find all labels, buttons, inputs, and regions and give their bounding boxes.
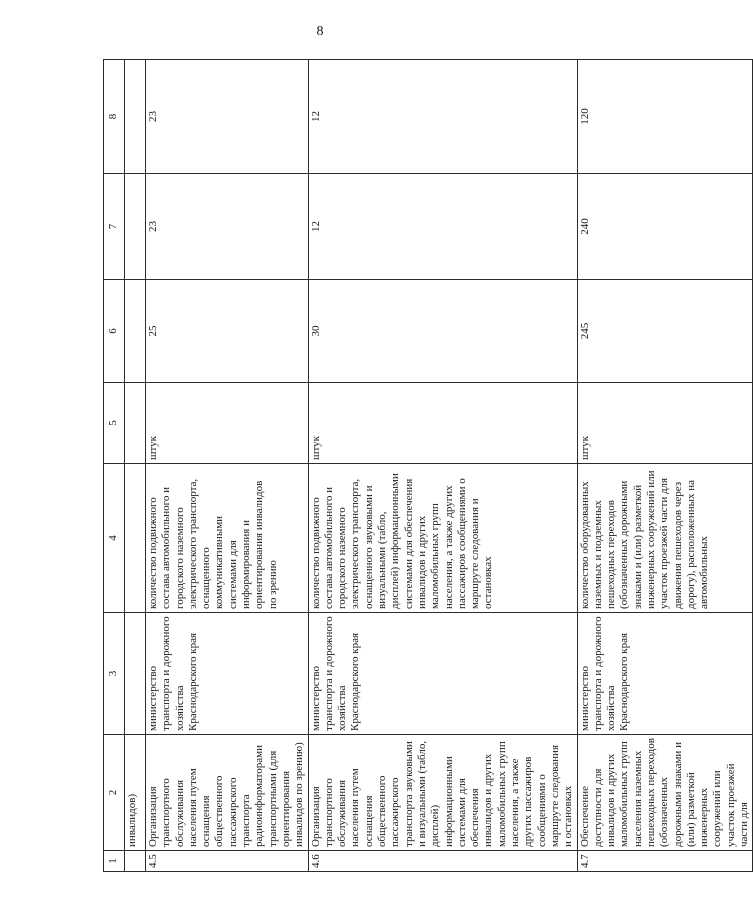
column-header: 7 — [104, 174, 125, 280]
column-header: 2 — [104, 735, 125, 851]
table-row — [577, 60, 753, 872]
rotated-table-wrapper — [103, 60, 751, 872]
page-number: 8 — [316, 24, 324, 39]
continuation-row — [125, 60, 146, 872]
column-header: 5 — [104, 383, 125, 464]
indicator-cell: количество подвижного состава автомобильного и городского наземного электрического транспорта, оснащенного звуковыми и визуальными (табло, дисплей) информационными системами для обеспечения инвалидов и других маломобильных групп населения, а также других пассажиров сообщениями о маршруте следования и остановках — [308, 464, 577, 613]
value-cell: 120 — [577, 60, 753, 174]
row-number: 4.5 — [146, 851, 309, 872]
value-cell: 245 — [577, 280, 753, 383]
value-cell: 23 — [146, 60, 309, 174]
indicator-cell: количество оборудованных наземных и подземных пешеходных переходов (обозначенных дорожными знаками и (или) разметкой инженерных сооружений или участок проезжей части для движения пешеходов через дорогу), расположенных на автомобильных — [577, 464, 753, 613]
executor-cell: министерство транспорта и дорожного хозяйства Краснодарского края — [577, 613, 753, 735]
measures-table — [103, 59, 753, 872]
column-header: 8 — [104, 60, 125, 174]
unit-cell: штук — [308, 383, 577, 464]
value-cell: 12 — [308, 174, 577, 280]
value-cell: 30 — [308, 280, 577, 383]
table-row — [308, 60, 577, 872]
header-row — [104, 60, 125, 872]
indicator-cell: количество подвижного состава автомобильного и городского наземного электрического транспорта, оснащенного коммуникативными системами для информирования и ориентирования инвалидов по зрению — [146, 464, 309, 613]
value-cell: 12 — [308, 60, 577, 174]
column-header: 1 — [104, 851, 125, 872]
activity-cell: Организация транспортного обслуживания населения путем оснащения общественного пассажирского транспорта радиоинформаторами транспортными (для ориентирования инвалидов по зрению) — [146, 735, 309, 851]
row-number: 4.6 — [308, 851, 577, 872]
column-header: 6 — [104, 280, 125, 383]
continuation-text: инвалидов) — [125, 735, 146, 851]
activity-cell: Организация транспортного обслуживания населения путем оснащения общественного пассажирского транспорта звуковыми и визуальными (табло, дисплей) информационными системами для обеспечения инвалидов и других маломобильных групп населения, а также других пассажиров сообщениями о маршруте следования и остановках — [308, 735, 577, 851]
column-header: 4 — [104, 464, 125, 613]
executor-cell: министерство транспорта и дорожного хозяйства Краснодарского края — [146, 613, 309, 735]
table-row — [146, 60, 309, 872]
column-header: 3 — [104, 613, 125, 735]
unit-cell: штук — [146, 383, 309, 464]
value-cell: 23 — [146, 174, 309, 280]
value-cell: 240 — [577, 174, 753, 280]
activity-cell: Обеспечение доступности для инвалидов и других маломобильных групп населения наземных пешеходных переходов (обозначенных дорожными знаками и (или) разметкой инженерных сооружений или участок проезжей части для — [577, 735, 753, 851]
row-number: 4.7 — [577, 851, 753, 872]
executor-cell: министерство транспорта и дорожного хозяйства Краснодарского края — [308, 613, 577, 735]
value-cell: 25 — [146, 280, 309, 383]
unit-cell: штук — [577, 383, 753, 464]
